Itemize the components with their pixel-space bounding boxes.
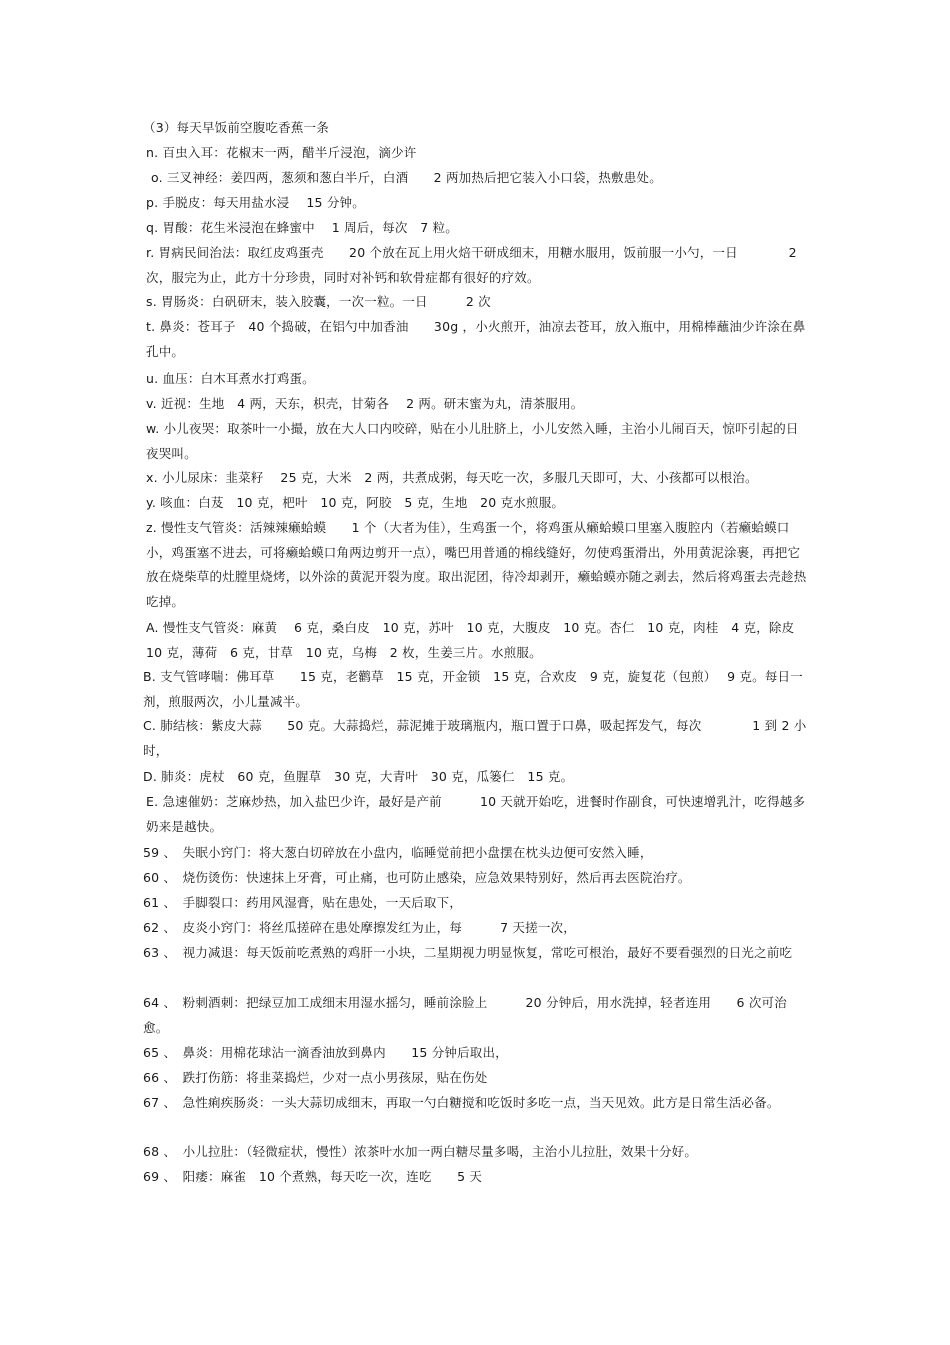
paragraph-A: A. 慢性支气管炎：麻黄 6 克，桑白皮 10 克，苏叶 10 克，大腹皮 10 克。杏仁 10 克，肉桂 4 克，除皮 10 克，薄荷 6 克，甘草 10 克，乌梅 2 枚，生姜三片。水煎服。 — [146, 620, 808, 660]
paragraph-60: 60 、 烧伤烫伤：快速抹上牙膏，可止痛，也可防止感染，应急效果特别好，然后再去医院治疗。 — [143, 870, 691, 885]
paragraph-x: x. 小儿尿床：韭菜籽 25 克，大米 2 两，共煮成粥，每天吃一次，多服几天即可，大、小孩都可以根治。 — [146, 470, 758, 485]
paragraph-67: 67 、 急性痢疾肠炎：一头大蒜切成细末，再取一勺白糖搅和吃饭时多吃一点，当天见效。此方是日常生活必备。 — [143, 1095, 780, 1110]
paragraph-u: u. 血压：白木耳煮水打鸡蛋。 — [146, 371, 315, 386]
paragraph-66: 66 、 跌打伤筋：将韭菜捣烂，少对一点小男孩尿，贴在伤处 — [143, 1070, 488, 1085]
paragraph-61: 61 、 手脚裂口：药用风湿膏，贴在患处，一天后取下， — [143, 895, 463, 910]
paragraph-64: 64 、 粉刺酒刺：把绿豆加工成细末用湿水摇匀，睡前涂脸上 20 分钟后，用水洗掉，轻者连用 6 次可治愈。 — [143, 995, 787, 1035]
paragraph-69: 69 、 阳痿：麻雀 10 个煮熟，每天吃一次，连吃 5 天 — [143, 1169, 483, 1184]
paragraph-y: y. 咳血：白芨 10 克，杷叶 10 克，阿胶 5 克，生地 20 克水煎服。 — [146, 495, 565, 510]
paragraph-q: q. 胃酸：花生米浸泡在蜂蜜中 1 周后，每次 7 粒。 — [146, 220, 459, 235]
paragraph-banana: （3）每天早饭前空腹吃香蕉一条 — [143, 120, 329, 135]
paragraph-68: 68 、 小儿拉肚：（轻微症状，慢性）浓茶叶水加一两白糖尽量多喝，主治小儿拉肚，效果十分好。 — [143, 1144, 698, 1159]
paragraph-59: 59 、 失眠小窍门：将大葱白切碎放在小盘内，临睡觉前把小盘摆在枕头边便可安然入睡， — [143, 845, 653, 860]
paragraph-o: o. 三叉神经：姜四两，葱须和葱白半斤，白酒 2 两加热后把它装入小口袋，热敷患处。 — [151, 170, 662, 185]
paragraph-p: p. 手脱皮：每天用盐水浸 15 分钟。 — [146, 195, 365, 210]
paragraph-v: v. 近视：生地 4 两，天东，枳壳，甘菊各 2 两。研末蜜为丸，清茶服用。 — [146, 396, 584, 411]
paragraph-B: B. 支气管哮喘：佛耳草 15 克，老鹳草 15 克，开金锁 15 克，合欢皮 9 克，旋复花（包煎） 9 克。每日一剂，煎服两次，小儿量减半。 — [143, 669, 803, 709]
paragraph-62: 62 、 皮炎小窍门：将丝瓜搓碎在患处摩擦发红为止，每 7 天搓一次， — [143, 920, 576, 935]
paragraph-63: 63 、 视力减退：每天饭前吃煮熟的鸡肝一小块，二星期视力明显恢复，常吃可根治，最好不要看强烈的日光之前吃 — [143, 945, 793, 960]
paragraph-r: r. 胃病民间治法：取红皮鸡蛋壳 20 个放在瓦上用火焙干研成细末，用糖水服用，饭前服一小勺，一日 2 次，服完为止，此方十分珍贵，同时对补钙和软骨症都有很好的疗效。 — [146, 245, 801, 285]
paragraph-s: s. 胃肠炎：白矾研末，装入胶囊，一次一粒。一日 2 次 — [146, 294, 491, 309]
paragraph-C: C. 肺结核：紫皮大蒜 50 克。大蒜捣烂，蒜泥摊于玻璃瓶内，瓶口置于口鼻，吸起挥发气，每次 1 到 2 小时， — [143, 718, 807, 758]
paragraph-E: E. 急速催奶：芝麻炒热，加入盐巴少许，最好是产前 10 天就开始吃，进餐时作副食，可快速增乳汁，吃得越多奶来是越快。 — [146, 794, 806, 834]
paragraph-65: 65 、 鼻炎：用棉花球沾一滴香油放到鼻内 15 分钟后取出， — [143, 1045, 508, 1060]
paragraph-t: t. 鼻炎：苍耳子 40 个捣破，在铝勺中加香油 30g ，小火煎开，油凉去苍耳，放入瓶中，用棉棒蘸油少许涂在鼻孔中。 — [146, 319, 806, 359]
paragraph-D: D. 肺炎：虎杖 60 克，鱼腥草 30 克，大青叶 30 克，瓜篓仁 15 克。 — [143, 769, 574, 784]
paragraph-w: w. 小儿夜哭：取茶叶一小撮，放在大人口内咬碎，贴在小儿肚脐上，小儿安然入睡，主治小儿闹百天，惊吓引起的日夜哭叫。 — [146, 421, 799, 461]
paragraph-z: z. 慢性支气管炎：活辣辣癞蛤蟆 1 个（大者为佳），生鸡蛋一个，将鸡蛋从癞蛤蟆口里塞入腹腔内（若癞蛤蟆口小，鸡蛋塞不进去，可将癞蛤蟆口角两边剪开一点），嘴巴用普通的棉线缝好，勿使鸡蛋滑出，外用黄泥涂裹，再把它放在烧柴草的灶膛里烧烤，以外涂的黄泥开裂为度。取出泥团，待冷却剥开，癞蛤蟆亦随之剥去，然后将鸡蛋去壳趁热吃掉。 — [146, 520, 807, 609]
paragraph-n: n. 百虫入耳：花椒末一两，醋半斤浸泡，滴少许 — [146, 145, 417, 160]
